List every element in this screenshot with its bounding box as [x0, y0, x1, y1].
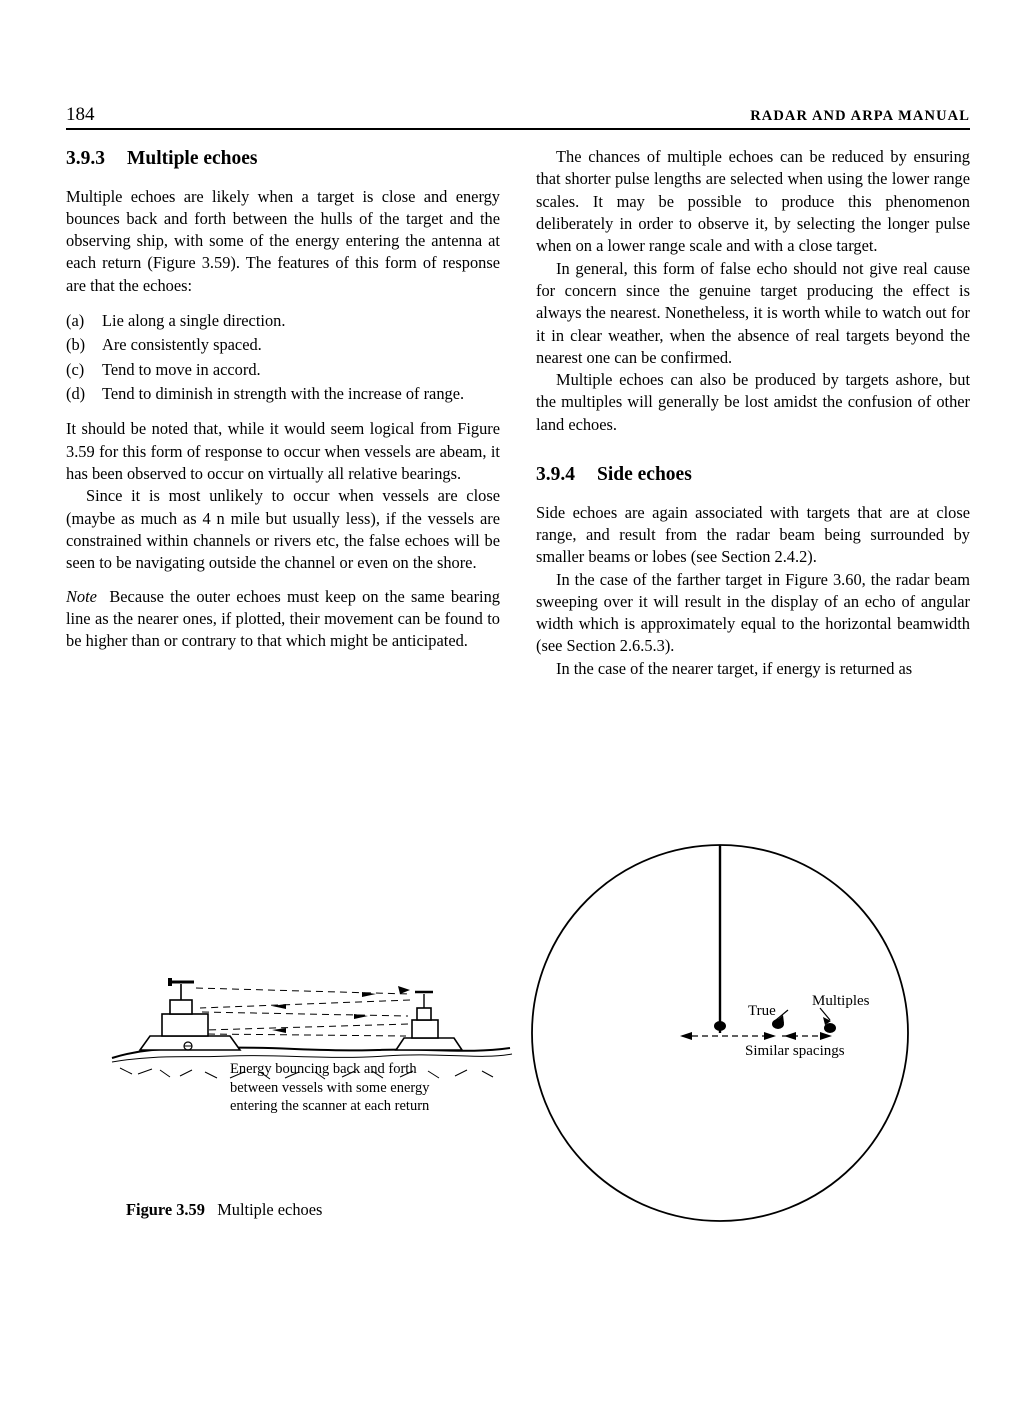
list-item-text: Are consistently spaced.: [102, 335, 262, 355]
page-header: [66, 104, 970, 126]
figure-caption-label: Figure 3.59: [126, 1200, 205, 1219]
right-column: [536, 146, 970, 680]
note-label: Note: [66, 586, 97, 606]
label-true-echo: True: [748, 1003, 776, 1019]
list-item-marker: (c): [66, 359, 85, 379]
paragraph: Side echoes are again associated with targets that are at close range, and result from the radar beam being surrounded by smaller beams or lobes (see Section 2.4.2).: [536, 502, 970, 567]
figure-caption-text: Multiple echoes: [217, 1200, 323, 1219]
list-item: [66, 310, 500, 332]
paragraph: Multiple echoes are likely when a target is close and energy bounces back and forth between the hulls of the target and the observing ship, with some of the energy entering the antenna at each return (Figure 3.59). The features of this form of response are that the echoes:: [66, 186, 500, 295]
label-multiples: Multiples: [812, 993, 870, 1009]
figure-3-59-caption: [126, 1200, 322, 1220]
target-ship: [396, 992, 462, 1050]
section-title: Side echoes: [597, 464, 692, 486]
running-head: RADAR AND ARPA MANUAL: [750, 108, 970, 124]
list-item: [66, 383, 500, 405]
section-number: 3.9.4: [536, 464, 575, 486]
left-column: [66, 146, 500, 652]
energy-ray: [196, 988, 410, 1036]
section-heading-394: [536, 462, 970, 489]
section-title: Multiple echoes: [127, 148, 258, 169]
ppi-circle-svg: [530, 818, 910, 1248]
figure-3-59-annotation: Energy bouncing back and forth between vessels with some energy entering the scanner at each return: [230, 1061, 430, 1115]
list-item-text: Lie along a single direction.: [102, 311, 286, 331]
list-item-marker: (a): [66, 311, 85, 331]
list-item: [66, 334, 500, 356]
note-text: Because the outer echoes must keep on the same bearing line as the nearer ones, if plotted, their movement can be found to be higher than or contrary to that which might be anticipated.: [66, 586, 500, 651]
lettered-list: [66, 310, 500, 405]
paragraph: It should be noted that, while it would seem logical from Figure 3.59 for this form of response to occur when vessels are abeam, it has been observed to occur on virtually all relative bearings.: [66, 419, 500, 483]
paragraph: In general, this form of false echo should not give real cause for concern since the genuine target producing the effect is always the nearest. Nonetheless, it is worth while to watch out for it in clear weather, when the absence of real targets beyond the nearest one can be confirmed.: [536, 258, 970, 367]
paragraph: Since it is most unlikely to occur when vessels are close (maybe as much as 4 n mile but usually less), if the vessels are constrained within channels or rivers etc, the false echoes will be seen to be navigating outside the channel or even on the shore.: [66, 486, 500, 573]
section-number: 3.9.3: [66, 148, 105, 169]
paragraph: The chances of multiple echoes can be reduced by ensuring that shorter pulse lengths are selected when using the lower range scales. It may be possible to produce this phenomenon deliberately in order to observe it, by selecting the longer pulse when on a lower range scale and with a close target.: [536, 147, 970, 256]
paragraph: In the case of the farther target in Figure 3.60, the radar beam sweeping over it will result in the display of an echo of angular width which is approximately equal to the horizontal beamwidth (see Section 2.6.5.3).: [536, 569, 970, 656]
figure-3-60-ppi-display: [530, 818, 910, 1248]
list-item-marker: (d): [66, 384, 86, 404]
list-item-text: Tend to move in accord.: [102, 359, 261, 379]
section-heading-393: [66, 146, 500, 173]
note-paragraph: [66, 586, 500, 653]
list-item: [66, 359, 500, 381]
label-similar-spacings: Similar spacings: [745, 1043, 845, 1059]
paragraph: Multiple echoes can also be produced by targets ashore, but the multiples will generally be lost amidst the confusion of other land echoes.: [536, 370, 970, 434]
page-number: 184: [66, 104, 95, 125]
multiple-echo-blob-2: [824, 1023, 836, 1033]
header-rule: [66, 128, 970, 130]
list-item-marker: (b): [66, 335, 86, 355]
true-echo-blob: [714, 1021, 726, 1031]
list-item-text: Tend to diminish in strength with the increase of range.: [102, 384, 465, 404]
paragraph: In the case of the nearer target, if energy is returned as: [556, 658, 913, 678]
multiples-leader-arrowhead: [776, 1015, 831, 1025]
